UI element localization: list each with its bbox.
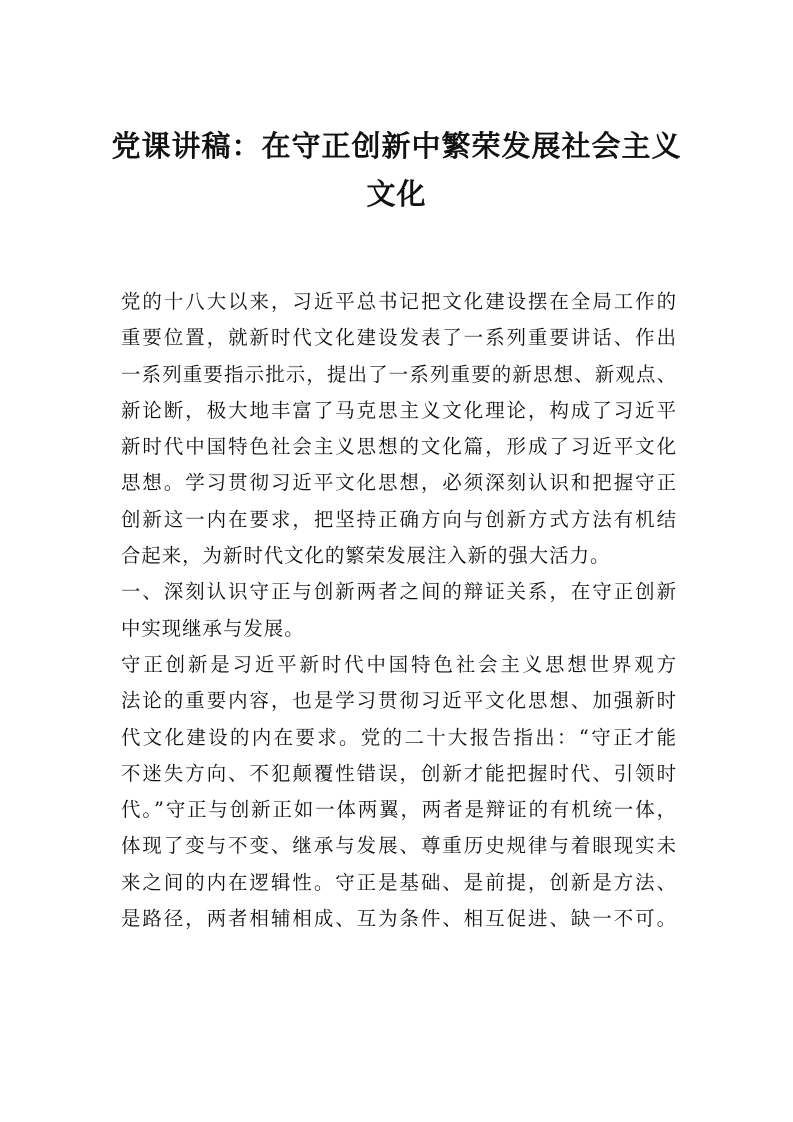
section-heading-line: 一、深刻认识守正与创新两者之间的辩证关系，在守正创新: [121, 580, 677, 604]
body-line: 代文化建设的内在要求。党的二十大报告指出：“守正才能: [121, 725, 677, 749]
body-line: 党的十八大以来，习近平总书记把文化建设摆在全局工作的: [121, 290, 677, 313]
body-line: 思想。学习贯彻习近平文化思想，必须深刻认识和把握守正: [121, 471, 677, 495]
body-line: 不迷失方向、不犯颠覆性错误，创新才能把握时代、引领时: [121, 761, 677, 785]
document-body: [121, 284, 677, 937]
body-line: 体现了变与不变、继承与发展、尊重历史规律与着眼现实未: [121, 834, 677, 858]
title-line-1: 党课讲稿：在守正创新中繁荣发展社会主义: [111, 129, 682, 163]
section-heading-line: 中实现继承与发展。: [121, 616, 305, 640]
body-line: 一系列重要指示批示，提出了一系列重要的新思想、新观点、: [121, 362, 677, 386]
body-line: 法论的重要内容，也是学习贯彻习近平文化思想、加强新时: [121, 689, 677, 713]
body-line: 代。”守正与创新正如一体两翼，两者是辩证的有机统一体，: [121, 798, 677, 822]
body-line: 重要位置，就新时代文化建设发表了一系列重要讲话、作出: [121, 326, 677, 350]
body-line: 守正创新是习近平新时代中国特色社会主义思想世界观方: [121, 652, 677, 676]
document-title: [110, 122, 683, 218]
body-line: 创新这一内在要求，把坚持正确方向与创新方式方法有机结: [121, 507, 677, 531]
body-line: 合起来，为新时代文化的繁荣发展注入新的强大活力。: [121, 544, 611, 568]
body-line: 是路径，两者相辅相成、互为条件、相互促进、缺一不可。: [121, 907, 677, 931]
title-line-2: 文化: [366, 177, 427, 211]
body-line: 新论断，极大地丰富了马克思主义文化理论，构成了习近平: [121, 398, 677, 422]
body-line: 新时代中国特色社会主义思想的文化篇，形成了习近平文化: [121, 435, 677, 459]
body-line: 来之间的内在逻辑性。守正是基础、是前提，创新是方法、: [121, 870, 677, 894]
